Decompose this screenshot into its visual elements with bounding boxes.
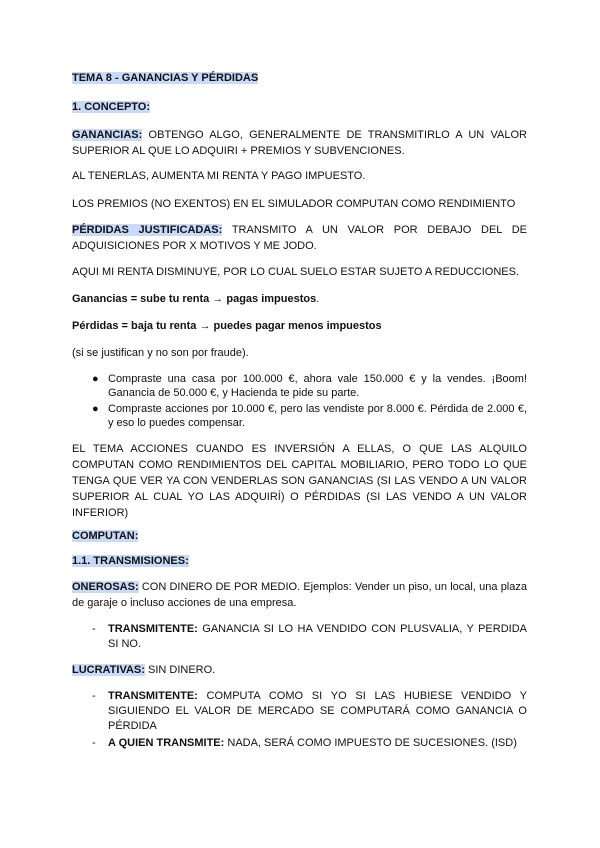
ganancias-paragraph xyxy=(72,127,527,159)
list-item xyxy=(92,689,527,734)
transmisiones-heading-text: 1.1. TRANSMISIONES: xyxy=(72,555,189,567)
ganancias-text: OBTENGO ALGO, GENERALMENTE DE TRANSMITIRLO A UN VALOR SUPERIOR AL QUE LO ADQUIRI + PREMIOS Y SUBVENCIONES. xyxy=(72,129,527,157)
dash-marker: - xyxy=(92,690,96,702)
tenerlas-paragraph: AL TENERLAS, AUMENTA MI RENTA Y PAGO IMPUESTO. xyxy=(72,170,366,182)
lucrativas-list xyxy=(92,689,527,753)
perdidas-paragraph xyxy=(72,222,527,254)
perdidas-label: PÉRDIDAS JUSTIFICADAS: xyxy=(72,224,223,236)
summary-gain-text: Ganancias = sube tu renta → pagas impuestos xyxy=(72,293,317,305)
list-item-label: TRANSMITENTE: xyxy=(108,623,198,635)
list-item xyxy=(92,402,527,430)
lucrativas-paragraph xyxy=(72,662,527,678)
list-item xyxy=(92,622,527,652)
list-item xyxy=(92,736,527,751)
onerosas-label: ONEROSAS: xyxy=(72,581,139,593)
dash-marker: - xyxy=(92,623,96,635)
list-item-text: Compraste acciones por 10.000 €, pero las vendiste por 8.000 €. Pérdida de 2.000 €, y eso lo puedes compensar. xyxy=(108,403,527,429)
lucrativas-text: SIN DINERO. xyxy=(144,664,216,676)
concepto-heading-text: 1. CONCEPTO: xyxy=(72,101,151,113)
list-item-text: COMPUTA COMO SI YO SI LAS HUBIESE VENDIDO Y SIGUIENDO EL VALOR DE MERCADO SE COMPUTARÁ COMO GANANCIA O PÉRDIDA xyxy=(108,690,527,732)
computan-heading-text: COMPUTAN: xyxy=(72,530,139,542)
concepto-heading xyxy=(72,99,527,115)
onerosas-text: CON DINERO DE POR MEDIO. Ejemplos: Vender un piso, un local, una plaza de garaje o incluso acciones de una empresa. xyxy=(72,581,527,609)
lucrativas-label: LUCRATIVAS: xyxy=(72,664,145,676)
list-item-text: GANANCIA SI LO HA VENDIDO CON PLUSVALIA, Y PERDIDA SI NO. xyxy=(108,623,527,650)
list-item-label: A QUIEN TRANSMITE: xyxy=(108,737,225,749)
perdidas-text: TRANSMITO A UN VALOR POR DEBAJO DEL DE ADQUISICIONES POR X MOTIVOS Y ME JODO. xyxy=(72,224,528,252)
bullet-marker: ● xyxy=(92,403,99,415)
transmisiones-heading xyxy=(72,553,527,569)
note-fraude: (si se justifican y no son por fraude). xyxy=(72,347,249,359)
list-item-text: Compraste una casa por 100.000 €, ahora vale 150.000 € y la vendes. ¡Boom! Ganancia de 50.000 €, y Hacienda te pide su parte. xyxy=(108,373,527,399)
dash-marker: - xyxy=(92,737,96,749)
summary-loss xyxy=(72,318,527,334)
title-text: TEMA 8 - GANANCIAS Y PÉRDIDAS xyxy=(72,72,259,84)
premios-paragraph: LOS PREMIOS (NO EXENTOS) EN EL SIMULADOR COMPUTAN COMO RENDIMIENTO xyxy=(72,198,516,210)
acciones-paragraph: EL TEMA ACCIONES CUANDO ES INVERSIÓN A ELLAS, O QUE LAS ALQUILO COMPUTAN COMO RENDIMIENTOS DEL CAPITAL MOBILIARIO, PERO TODO LO QUE TENGA QUE VER YA CON VENDERLAS SON GANANCIAS (SI LAS VENDO A UN VALOR SUPERIOR AL CUAL YO LAS ADQUIRÍ) O PÉRDIDAS (SI LAS VENDO A UN VALOR INFERIOR) xyxy=(72,443,527,519)
computan-heading xyxy=(72,528,527,544)
document-title xyxy=(72,70,527,86)
onerosas-list xyxy=(92,622,527,654)
examples-list xyxy=(92,372,527,432)
list-item xyxy=(92,372,527,400)
summary-loss-text: Pérdidas = baja tu renta → puedes pagar menos impuestos xyxy=(72,320,382,332)
list-item-label: TRANSMITENTE: xyxy=(108,690,198,702)
list-item-text: NADA, SERÁ COMO IMPUESTO DE SUCESIONES. (ISD) xyxy=(224,737,517,749)
bullet-marker: ● xyxy=(92,373,99,385)
summary-gain xyxy=(72,291,527,307)
ganancias-label: GANANCIAS: xyxy=(72,129,143,141)
onerosas-paragraph xyxy=(72,579,527,611)
disminuye-paragraph: AQUI MI RENTA DISMINUYE, POR LO CUAL SUELO ESTAR SUJETO A REDUCCIONES. xyxy=(72,266,520,278)
summary-gain-end: . xyxy=(316,293,320,305)
